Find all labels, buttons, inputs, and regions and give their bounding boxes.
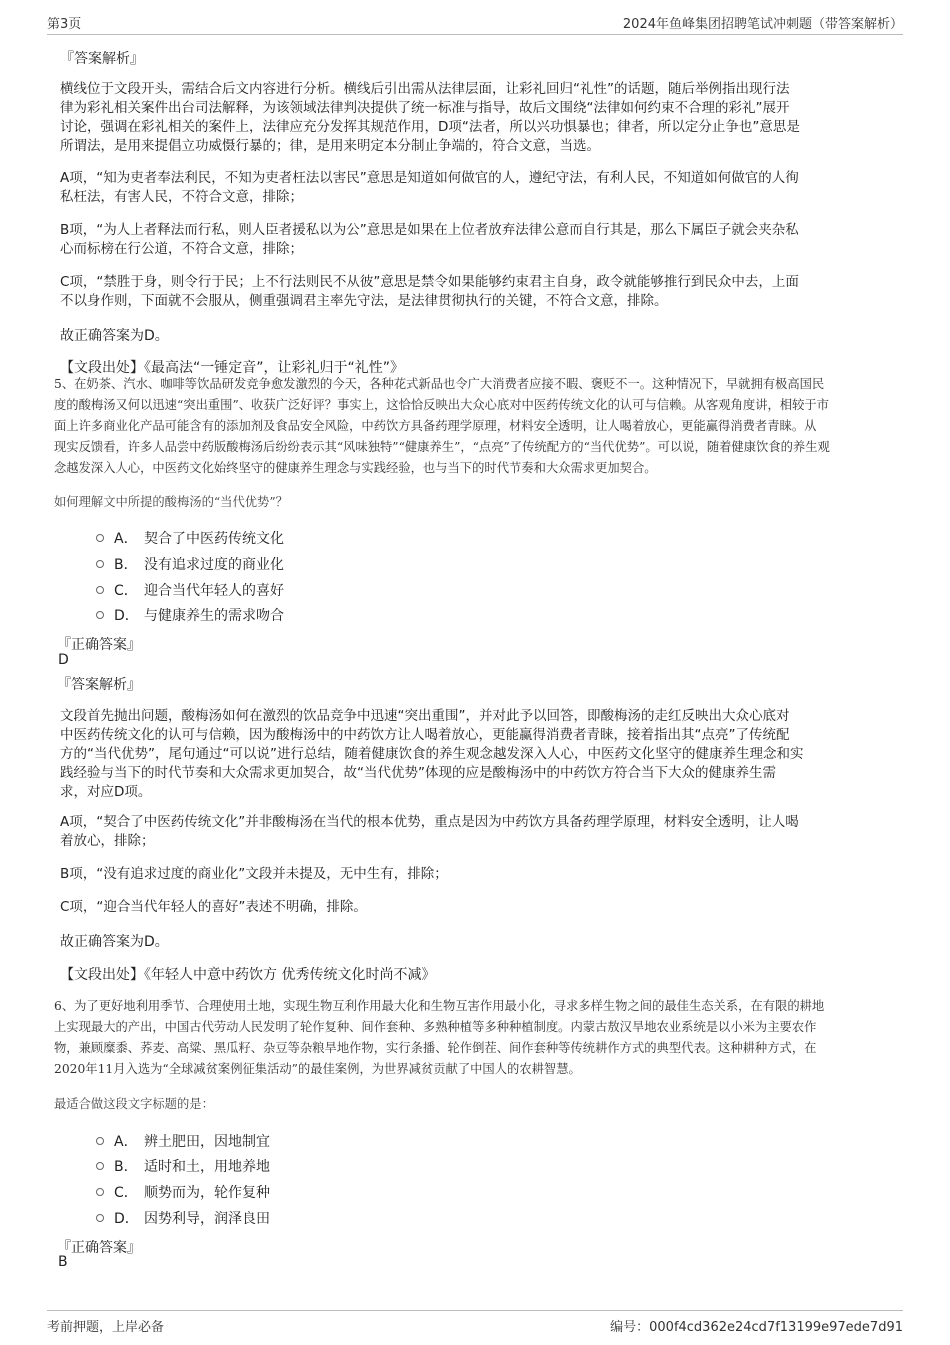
q5-option-d[interactable]: D． 与健康养生的需求吻合 <box>96 605 284 625</box>
q5-option-b[interactable]: B． 没有追求过度的商业化 <box>96 554 284 574</box>
source-citation: 【文段出处】《最高法“一锤定音”，让彩礼归于“礼性”》 <box>60 360 405 376</box>
document-title: 2024年鱼峰集团招聘笔试冲刺题（带答案解析） <box>622 17 903 32</box>
analysis-label: 『答案解析』 <box>60 51 144 67</box>
analysis-paragraph: 文段首先抛出问题，酸梅汤如何在激烈的饮品竞争中迅速“突出重围”，并对此予以回答，即酸梅汤的走红反映出大众心底对 中医药传统文化的认可与信赖，因为酸梅汤中的中药饮方让人喝着放心，更能赢得消费者青睐，接着指出其“点亮”了传统配 方的“当代优势”，尾句通过“可以说”进行总结，随着健康饮食的养生观念越发深入人心，中医药文化坚守的健康养生理念和实 践经验与当下的时代节奏和大众需求更加契合，故“当代优势”体现的应是酸梅汤中的中药饮方符合当下大众的健康养生需 求，对应D项。 <box>60 708 804 800</box>
question-5-prompt: 如何理解文中所提的酸梅汤的“当代优势”？ <box>54 495 288 509</box>
page-number: 第3页 <box>47 17 82 32</box>
q6-option-b[interactable]: B． 适时和土，用地养地 <box>96 1156 270 1176</box>
correct-answer-label: 『正确答案』 <box>57 1240 141 1256</box>
radio-icon[interactable] <box>96 1214 104 1222</box>
correct-answer-label: 『正确答案』 <box>57 637 141 653</box>
source-citation: 【文段出处】《年轻人中意中药饮方 优秀传统文化时尚不减》 <box>60 967 436 983</box>
option-c-analysis: C项，“迎合当代年轻人的喜好”表述不明确，排除。 <box>60 899 367 915</box>
option-c-analysis: C项，“禁胜于身，则令行于民；上不行法则民不从彼”意思是禁令如果能够约束君主自身，政令就能够推行到民众中去，上面 不以身作则，下面就不会服从，侧重强调君主率先守法，是法律贯彻执行的关键，不符合文意，排除。 <box>60 274 799 309</box>
radio-icon[interactable] <box>96 1137 104 1145</box>
conclusion: 故正确答案为D。 <box>60 934 169 950</box>
radio-icon[interactable] <box>96 534 104 542</box>
page-header <box>47 10 903 35</box>
conclusion: 故正确答案为D。 <box>60 328 169 344</box>
radio-icon[interactable] <box>96 586 104 594</box>
option-b-analysis: B项，“没有追求过度的商业化”文段并未提及，无中生有，排除； <box>60 866 448 882</box>
radio-icon[interactable] <box>96 560 104 568</box>
question-6-text: 6、为了更好地利用季节、合理使用土地，实现生物互利作用最大化和生物互害作用最小化，寻求多样生物之间的最佳生态关系，在有限的耕地 上实现最大的产出，中国古代劳动人民发明了轮作复种、间作套种、多熟种植等多种种植制度。内蒙古敖汉旱地农业系统是以小米为主要农作 物，兼顾糜黍、荞麦、高粱、黑瓜籽、杂豆等杂粮旱地作物，实行条播、轮作倒茬、间作套种等传统耕作方式的典型代表。这种耕种方式，在 2020年11月入选为“全球减贫案例征集活动”的最佳案例，为世界减贫贡献了中国人的农耕智慧。 <box>54 999 825 1076</box>
option-b-analysis: B项，“为人上者释法而行私，则人臣者援私以为公”意思是如果在上位者放弃法律公意而自行其是，那么下属臣子就会夹杂私 心而标榜在行公道，不符合文意，排除； <box>60 222 799 257</box>
document-code: 编号：000f4cd362e24cd7f13199e97ede7d91 <box>610 1320 903 1335</box>
option-a-analysis: A项，“知为吏者奉法利民，不知为吏者枉法以害民”意思是知道如何做官的人，遵纪守法，有利人民，不知道如何做官的人徇 私枉法，有害人民，不符合文意，排除； <box>60 170 799 205</box>
question-5-text: 5、在奶茶、汽水、咖啡等饮品研发竞争愈发激烈的今天，各种花式新品也令广大消费者应接不暇、褒贬不一。这种情况下，早就拥有极高国民 度的酸梅汤又何以迅速“突出重围”、收获广泛好评？事实上，这恰恰反映出大众心底对中医药传统文化的认可与信赖。从客观角度讲，相较于市 面上许多商业化产品可能含有的添加剂及食品安全风险，中药饮方具备药理学原理，材料安全透明，让人喝着放心，更能赢得消费者青睐。从 现实反馈看，许多人品尝中药版酸梅汤后纷纷表示其“风味独特”“健康养生”，“点亮”了传统配方的“当代优势”。可以说，随着健康饮食的养生观 念越发深入人心，中医药文化始终坚守的健康养生理念与实践经验，也与当下的时代节奏和大众需求更加契合。 <box>54 377 830 475</box>
q6-option-c[interactable]: C． 顺势而为，轮作复种 <box>96 1182 270 1202</box>
analysis-paragraph: 横线位于文段开头，需结合后文内容进行分析。横线后引出需从法律层面，让彩礼回归“礼性”的话题，随后举例指出现行法 律为彩礼相关案件出台司法解释，为该领域法律判决提供了统一标准与指导，故后文围绕“法律如何约束不合理的彩礼”展开 讨论，强调在彩礼相关的案件上，法律应充分发挥其规范作用，D项“法者，所以兴功惧暴也；律者，所以定分止争也”意思是 所谓法，是用来提倡立功威慑行暴的；律，是用来明定本分制止争端的，符合文意，当选。 <box>60 81 800 154</box>
correct-answer: D <box>58 652 69 668</box>
radio-icon[interactable] <box>96 611 104 619</box>
option-a-analysis: A项，“契合了中医药传统文化”并非酸梅汤在当代的根本优势，重点是因为中药饮方具备药理学原理，材料安全透明，让人喝 着放心，排除； <box>60 814 799 849</box>
q6-option-d[interactable]: D． 因势利导，润泽良田 <box>96 1208 270 1228</box>
radio-icon[interactable] <box>96 1162 104 1170</box>
question-6-prompt: 最适合做这段文字标题的是： <box>54 1097 214 1111</box>
correct-answer: B <box>58 1254 68 1270</box>
footer-slogan: 考前押题，上岸必备 <box>47 1320 165 1335</box>
radio-icon[interactable] <box>96 1188 104 1196</box>
q6-option-a[interactable]: A． 辨土肥田，因地制宜 <box>96 1131 270 1151</box>
q5-option-a[interactable]: A． 契合了中医药传统文化 <box>96 528 284 548</box>
q5-option-c[interactable]: C． 迎合当代年轻人的喜好 <box>96 580 284 600</box>
analysis-label: 『答案解析』 <box>57 677 141 693</box>
page-footer <box>47 1310 903 1335</box>
